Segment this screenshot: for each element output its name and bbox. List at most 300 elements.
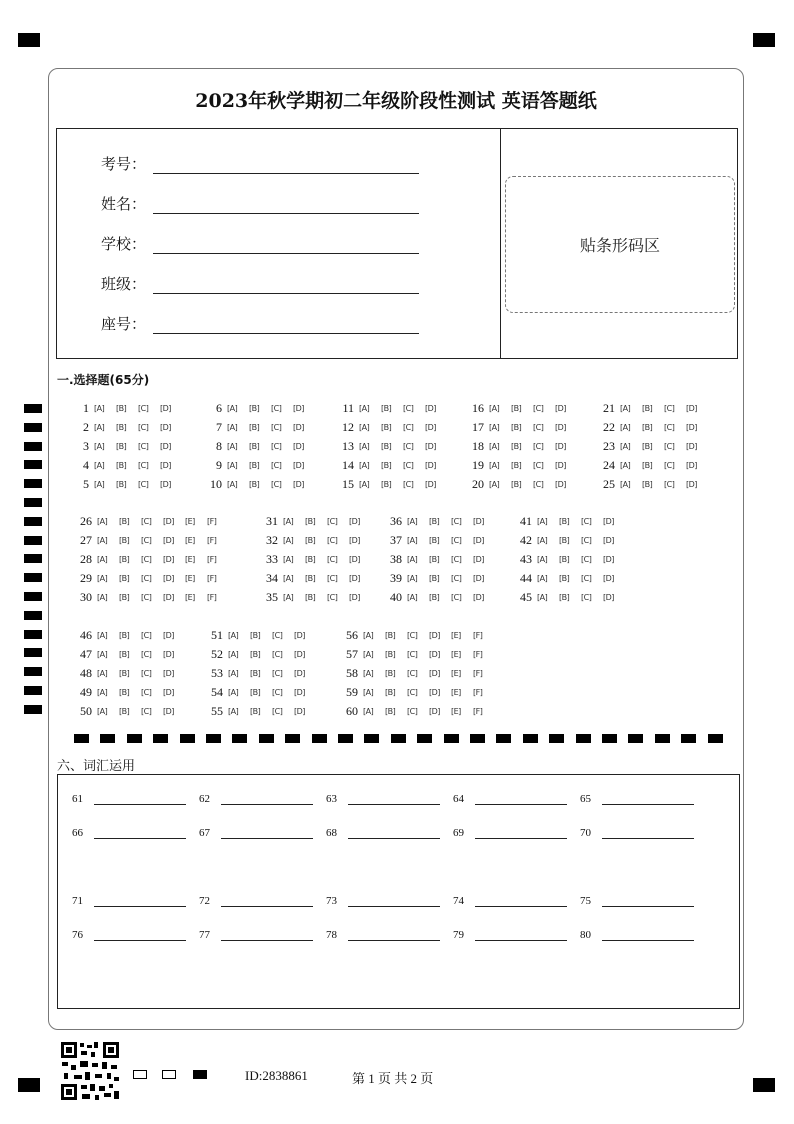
answer-bubble[interactable]: [C]	[407, 630, 418, 640]
answer-bubble[interactable]: [A]	[537, 516, 548, 526]
answer-bubble[interactable]: [F]	[473, 706, 483, 716]
answer-bubble[interactable]: [C]	[581, 573, 592, 583]
answer-bubble[interactable]: [A]	[363, 630, 374, 640]
answer-bubble[interactable]: [C]	[533, 422, 544, 432]
answer-bubble[interactable]: [C]	[141, 687, 152, 697]
answer-bubble[interactable]: [E]	[451, 706, 461, 716]
answer-bubble[interactable]: [A]	[94, 422, 105, 432]
answer-bubble[interactable]: [A]	[283, 554, 294, 564]
answer-bubble[interactable]: [D]	[425, 479, 436, 489]
exam-number-field[interactable]	[101, 153, 419, 174]
answer-bubble[interactable]: [A]	[94, 479, 105, 489]
answer-bubble[interactable]: [A]	[97, 592, 108, 602]
answer-bubble[interactable]: [C]	[403, 460, 414, 470]
answer-bubble[interactable]: [E]	[451, 649, 461, 659]
answer-bubble[interactable]: [D]	[163, 649, 174, 659]
answer-bubble[interactable]: [A]	[228, 706, 239, 716]
answer-bubble[interactable]: [A]	[407, 592, 418, 602]
answer-bubble[interactable]: [D]	[686, 479, 697, 489]
answer-bubble[interactable]: [F]	[473, 687, 483, 697]
answer-bubble[interactable]: [E]	[451, 630, 461, 640]
answer-bubble[interactable]: [A]	[97, 516, 108, 526]
answer-bubble[interactable]: [C]	[451, 554, 462, 564]
answer-bubble[interactable]: [C]	[327, 535, 338, 545]
answer-bubble[interactable]: [E]	[451, 668, 461, 678]
answer-bubble[interactable]: [B]	[249, 422, 260, 432]
answer-bubble[interactable]: [D]	[473, 516, 484, 526]
answer-bubble[interactable]: [B]	[116, 403, 127, 413]
answer-bubble[interactable]: [A]	[620, 403, 631, 413]
answer-bubble[interactable]: [D]	[603, 554, 614, 564]
answer-bubble[interactable]: [D]	[429, 649, 440, 659]
answer-bubble[interactable]: [D]	[160, 460, 171, 470]
vocabulary-item[interactable]	[72, 826, 186, 839]
answer-bubble[interactable]: [D]	[555, 479, 566, 489]
answer-bubble[interactable]: [E]	[185, 535, 195, 545]
vocabulary-item[interactable]	[72, 928, 186, 941]
answer-bubble[interactable]: [A]	[363, 668, 374, 678]
answer-bubble[interactable]: [C]	[271, 479, 282, 489]
vocabulary-item[interactable]	[453, 826, 567, 839]
answer-bubble[interactable]: [D]	[294, 630, 305, 640]
answer-bubble[interactable]: [C]	[664, 441, 675, 451]
answer-bubble[interactable]: [B]	[642, 460, 653, 470]
answer-bubble[interactable]: [B]	[381, 403, 392, 413]
school-field[interactable]	[101, 233, 419, 254]
answer-bubble[interactable]: [C]	[271, 441, 282, 451]
answer-bubble[interactable]: [A]	[97, 535, 108, 545]
answer-bubble[interactable]: [C]	[272, 668, 283, 678]
answer-bubble[interactable]: [C]	[327, 592, 338, 602]
answer-bubble[interactable]: [D]	[163, 516, 174, 526]
answer-bubble[interactable]: [A]	[228, 649, 239, 659]
answer-bubble[interactable]: [C]	[141, 535, 152, 545]
answer-bubble[interactable]: [B]	[249, 479, 260, 489]
answer-bubble[interactable]: [B]	[642, 479, 653, 489]
answer-bubble[interactable]: [C]	[451, 573, 462, 583]
answer-bubble[interactable]: [B]	[116, 460, 127, 470]
answer-bubble[interactable]: [E]	[185, 573, 195, 583]
vocabulary-item[interactable]	[453, 928, 567, 941]
answer-bubble[interactable]: [A]	[227, 422, 238, 432]
answer-bubble[interactable]: [B]	[381, 460, 392, 470]
answer-bubble[interactable]: [B]	[559, 535, 570, 545]
field-line[interactable]	[153, 157, 419, 174]
vocabulary-item[interactable]	[72, 894, 186, 907]
answer-bubble[interactable]: [C]	[664, 479, 675, 489]
answer-bubble[interactable]: [E]	[451, 687, 461, 697]
answer-bubble[interactable]: [A]	[363, 649, 374, 659]
answer-bubble[interactable]: [F]	[207, 516, 217, 526]
answer-bubble[interactable]: [C]	[403, 479, 414, 489]
answer-bubble[interactable]: [B]	[119, 535, 130, 545]
answer-bubble[interactable]: [D]	[555, 422, 566, 432]
vocabulary-item[interactable]	[199, 826, 313, 839]
vocabulary-item[interactable]	[326, 826, 440, 839]
answer-line[interactable]	[94, 894, 186, 907]
answer-bubble[interactable]: [C]	[664, 403, 675, 413]
answer-bubble[interactable]: [D]	[293, 441, 304, 451]
answer-bubble[interactable]: [B]	[385, 706, 396, 716]
answer-bubble[interactable]: [B]	[119, 649, 130, 659]
answer-bubble[interactable]: [D]	[163, 535, 174, 545]
answer-bubble[interactable]: [D]	[555, 441, 566, 451]
answer-bubble[interactable]: [A]	[489, 441, 500, 451]
answer-bubble[interactable]: [A]	[407, 573, 418, 583]
answer-bubble[interactable]: [A]	[407, 516, 418, 526]
answer-bubble[interactable]: [A]	[228, 668, 239, 678]
answer-bubble[interactable]: [A]	[537, 554, 548, 564]
answer-bubble[interactable]: [D]	[473, 592, 484, 602]
answer-line[interactable]	[475, 792, 567, 805]
answer-bubble[interactable]: [A]	[94, 403, 105, 413]
answer-bubble[interactable]: [D]	[294, 668, 305, 678]
answer-bubble[interactable]: [D]	[555, 403, 566, 413]
answer-bubble[interactable]: [C]	[138, 479, 149, 489]
answer-bubble[interactable]: [B]	[250, 706, 261, 716]
answer-line[interactable]	[221, 928, 313, 941]
answer-bubble[interactable]: [B]	[249, 403, 260, 413]
answer-bubble[interactable]: [A]	[363, 687, 374, 697]
answer-bubble[interactable]: [C]	[533, 403, 544, 413]
answer-bubble[interactable]: [A]	[359, 422, 370, 432]
answer-bubble[interactable]: [A]	[97, 668, 108, 678]
answer-bubble[interactable]: [C]	[141, 554, 152, 564]
answer-bubble[interactable]: [D]	[349, 573, 360, 583]
vocabulary-item[interactable]	[72, 792, 186, 805]
answer-bubble[interactable]: [C]	[271, 460, 282, 470]
answer-bubble[interactable]: [D]	[163, 573, 174, 583]
answer-bubble[interactable]: [D]	[473, 554, 484, 564]
answer-bubble[interactable]: [D]	[686, 403, 697, 413]
answer-line[interactable]	[221, 826, 313, 839]
answer-bubble[interactable]: [A]	[97, 706, 108, 716]
answer-bubble[interactable]: [D]	[160, 403, 171, 413]
name-field[interactable]	[101, 193, 419, 214]
answer-bubble[interactable]: [B]	[250, 687, 261, 697]
answer-bubble[interactable]: [F]	[207, 535, 217, 545]
answer-bubble[interactable]: [A]	[363, 706, 374, 716]
answer-bubble[interactable]: [A]	[97, 687, 108, 697]
answer-bubble[interactable]: [B]	[116, 479, 127, 489]
answer-bubble[interactable]: [D]	[294, 649, 305, 659]
answer-bubble[interactable]: [B]	[511, 441, 522, 451]
answer-bubble[interactable]: [A]	[97, 573, 108, 583]
answer-line[interactable]	[602, 792, 694, 805]
answer-bubble[interactable]: [C]	[581, 592, 592, 602]
answer-bubble[interactable]: [F]	[207, 573, 217, 583]
answer-bubble[interactable]: [A]	[537, 535, 548, 545]
answer-bubble[interactable]: [D]	[163, 630, 174, 640]
answer-bubble[interactable]: [A]	[228, 630, 239, 640]
answer-bubble[interactable]: [A]	[407, 535, 418, 545]
answer-bubble[interactable]: [B]	[305, 535, 316, 545]
answer-bubble[interactable]: [D]	[160, 479, 171, 489]
answer-line[interactable]	[348, 928, 440, 941]
answer-bubble[interactable]: [B]	[250, 668, 261, 678]
answer-bubble[interactable]: [C]	[407, 687, 418, 697]
answer-bubble[interactable]: [B]	[429, 554, 440, 564]
answer-bubble[interactable]: [A]	[359, 403, 370, 413]
answer-bubble[interactable]: [D]	[686, 460, 697, 470]
answer-bubble[interactable]: [A]	[227, 460, 238, 470]
answer-bubble[interactable]: [D]	[294, 687, 305, 697]
vocabulary-item[interactable]	[580, 928, 694, 941]
answer-bubble[interactable]: [F]	[473, 630, 483, 640]
answer-bubble[interactable]: [E]	[185, 592, 195, 602]
answer-bubble[interactable]: [C]	[272, 630, 283, 640]
answer-bubble[interactable]: [C]	[451, 592, 462, 602]
answer-bubble[interactable]: [B]	[119, 668, 130, 678]
answer-bubble[interactable]: [B]	[642, 403, 653, 413]
answer-bubble[interactable]: [A]	[283, 573, 294, 583]
answer-bubble[interactable]: [D]	[349, 554, 360, 564]
answer-bubble[interactable]: [C]	[451, 516, 462, 526]
answer-bubble[interactable]: [D]	[349, 535, 360, 545]
answer-bubble[interactable]: [D]	[425, 460, 436, 470]
answer-line[interactable]	[348, 826, 440, 839]
vocabulary-item[interactable]	[326, 928, 440, 941]
answer-bubble[interactable]: [B]	[429, 573, 440, 583]
answer-bubble[interactable]: [C]	[664, 422, 675, 432]
answer-bubble[interactable]: [A]	[620, 460, 631, 470]
answer-bubble[interactable]: [C]	[407, 649, 418, 659]
answer-bubble[interactable]: [D]	[686, 441, 697, 451]
answer-bubble[interactable]: [C]	[327, 554, 338, 564]
answer-bubble[interactable]: [D]	[555, 460, 566, 470]
answer-bubble[interactable]: [A]	[407, 554, 418, 564]
answer-bubble[interactable]: [A]	[94, 441, 105, 451]
answer-bubble[interactable]: [F]	[473, 668, 483, 678]
vocabulary-item[interactable]	[580, 894, 694, 907]
answer-line[interactable]	[221, 792, 313, 805]
answer-bubble[interactable]: [D]	[603, 516, 614, 526]
answer-bubble[interactable]: [C]	[407, 668, 418, 678]
answer-bubble[interactable]: [A]	[537, 573, 548, 583]
answer-bubble[interactable]: [B]	[305, 554, 316, 564]
seat-number-field[interactable]	[101, 313, 419, 334]
answer-bubble[interactable]: [C]	[327, 573, 338, 583]
answer-bubble[interactable]: [B]	[249, 441, 260, 451]
answer-bubble[interactable]: [D]	[293, 479, 304, 489]
answer-bubble[interactable]: [E]	[185, 554, 195, 564]
answer-line[interactable]	[475, 894, 567, 907]
answer-bubble[interactable]: [B]	[119, 516, 130, 526]
answer-bubble[interactable]: [B]	[511, 422, 522, 432]
vocabulary-item[interactable]	[580, 792, 694, 805]
answer-bubble[interactable]: [C]	[138, 422, 149, 432]
answer-bubble[interactable]: [A]	[283, 516, 294, 526]
answer-line[interactable]	[602, 928, 694, 941]
answer-bubble[interactable]: [C]	[141, 573, 152, 583]
answer-bubble[interactable]: [B]	[381, 441, 392, 451]
answer-bubble[interactable]: [C]	[141, 592, 152, 602]
answer-bubble[interactable]: [A]	[359, 479, 370, 489]
answer-bubble[interactable]: [B]	[559, 516, 570, 526]
answer-bubble[interactable]: [C]	[141, 649, 152, 659]
answer-bubble[interactable]: [D]	[425, 403, 436, 413]
answer-bubble[interactable]: [A]	[227, 479, 238, 489]
vocabulary-item[interactable]	[453, 894, 567, 907]
answer-bubble[interactable]: [C]	[138, 460, 149, 470]
answer-line[interactable]	[94, 826, 186, 839]
answer-line[interactable]	[348, 894, 440, 907]
answer-bubble[interactable]: [A]	[620, 422, 631, 432]
answer-bubble[interactable]: [B]	[511, 403, 522, 413]
vocabulary-item[interactable]	[199, 792, 313, 805]
answer-bubble[interactable]: [A]	[537, 592, 548, 602]
answer-bubble[interactable]: [C]	[533, 479, 544, 489]
answer-bubble[interactable]: [C]	[138, 441, 149, 451]
answer-line[interactable]	[602, 894, 694, 907]
answer-bubble[interactable]: [D]	[294, 706, 305, 716]
answer-bubble[interactable]: [B]	[305, 516, 316, 526]
answer-bubble[interactable]: [A]	[283, 592, 294, 602]
answer-bubble[interactable]: [D]	[293, 403, 304, 413]
answer-bubble[interactable]: [D]	[163, 706, 174, 716]
answer-bubble[interactable]: [D]	[163, 687, 174, 697]
answer-line[interactable]	[475, 826, 567, 839]
answer-bubble[interactable]: [B]	[250, 649, 261, 659]
answer-bubble[interactable]: [E]	[185, 516, 195, 526]
answer-bubble[interactable]: [B]	[429, 592, 440, 602]
answer-bubble[interactable]: [B]	[559, 592, 570, 602]
answer-bubble[interactable]: [B]	[249, 460, 260, 470]
answer-bubble[interactable]: [A]	[359, 441, 370, 451]
answer-bubble[interactable]: [C]	[141, 516, 152, 526]
answer-bubble[interactable]: [A]	[97, 649, 108, 659]
answer-bubble[interactable]: [B]	[381, 422, 392, 432]
answer-line[interactable]	[602, 826, 694, 839]
answer-bubble[interactable]: [C]	[271, 422, 282, 432]
answer-bubble[interactable]: [C]	[533, 441, 544, 451]
vocabulary-item[interactable]	[326, 894, 440, 907]
answer-bubble[interactable]: [B]	[305, 592, 316, 602]
field-line[interactable]	[153, 317, 419, 334]
answer-bubble[interactable]: [A]	[227, 403, 238, 413]
answer-bubble[interactable]: [D]	[429, 706, 440, 716]
answer-bubble[interactable]: [C]	[138, 403, 149, 413]
answer-bubble[interactable]: [C]	[533, 460, 544, 470]
answer-bubble[interactable]: [C]	[451, 535, 462, 545]
field-line[interactable]	[153, 237, 419, 254]
answer-bubble[interactable]: [A]	[94, 460, 105, 470]
answer-bubble[interactable]: [C]	[272, 649, 283, 659]
answer-bubble[interactable]: [D]	[163, 554, 174, 564]
vocabulary-item[interactable]	[199, 894, 313, 907]
vocabulary-item[interactable]	[580, 826, 694, 839]
answer-line[interactable]	[94, 928, 186, 941]
answer-bubble[interactable]: [B]	[511, 479, 522, 489]
answer-bubble[interactable]: [A]	[489, 422, 500, 432]
vocabulary-item[interactable]	[199, 928, 313, 941]
class-field[interactable]	[101, 273, 419, 294]
answer-bubble[interactable]: [D]	[425, 441, 436, 451]
answer-bubble[interactable]: [B]	[385, 630, 396, 640]
answer-bubble[interactable]: [C]	[581, 516, 592, 526]
answer-bubble[interactable]: [B]	[119, 573, 130, 583]
answer-bubble[interactable]: [C]	[271, 403, 282, 413]
answer-bubble[interactable]: [B]	[119, 554, 130, 564]
answer-bubble[interactable]: [C]	[327, 516, 338, 526]
answer-bubble[interactable]: [B]	[119, 592, 130, 602]
answer-bubble[interactable]: [D]	[349, 592, 360, 602]
answer-bubble[interactable]: [C]	[272, 706, 283, 716]
answer-bubble[interactable]: [D]	[429, 687, 440, 697]
answer-bubble[interactable]: [D]	[603, 535, 614, 545]
answer-bubble[interactable]: [B]	[119, 687, 130, 697]
answer-bubble[interactable]: [C]	[141, 630, 152, 640]
answer-bubble[interactable]: [B]	[381, 479, 392, 489]
answer-bubble[interactable]: [B]	[250, 630, 261, 640]
answer-bubble[interactable]: [D]	[163, 592, 174, 602]
answer-bubble[interactable]: [C]	[272, 687, 283, 697]
answer-bubble[interactable]: [D]	[473, 535, 484, 545]
answer-bubble[interactable]: [C]	[403, 441, 414, 451]
answer-bubble[interactable]: [B]	[429, 516, 440, 526]
answer-bubble[interactable]: [B]	[642, 422, 653, 432]
answer-bubble[interactable]: [B]	[385, 668, 396, 678]
field-line[interactable]	[153, 277, 419, 294]
answer-bubble[interactable]: [D]	[686, 422, 697, 432]
answer-line[interactable]	[221, 894, 313, 907]
answer-bubble[interactable]: [D]	[429, 668, 440, 678]
answer-bubble[interactable]: [A]	[489, 460, 500, 470]
answer-bubble[interactable]: [C]	[141, 668, 152, 678]
answer-bubble[interactable]: [B]	[511, 460, 522, 470]
answer-bubble[interactable]: [D]	[603, 573, 614, 583]
answer-bubble[interactable]: [A]	[489, 479, 500, 489]
answer-bubble[interactable]: [B]	[119, 630, 130, 640]
answer-bubble[interactable]: [B]	[119, 706, 130, 716]
answer-bubble[interactable]: [D]	[160, 441, 171, 451]
answer-bubble[interactable]: [D]	[429, 630, 440, 640]
field-line[interactable]	[153, 197, 419, 214]
answer-line[interactable]	[94, 792, 186, 805]
answer-bubble[interactable]: [B]	[385, 687, 396, 697]
answer-bubble[interactable]: [D]	[293, 460, 304, 470]
answer-bubble[interactable]: [A]	[227, 441, 238, 451]
answer-bubble[interactable]: [A]	[620, 441, 631, 451]
answer-bubble[interactable]: [D]	[349, 516, 360, 526]
answer-bubble[interactable]: [C]	[403, 403, 414, 413]
answer-bubble[interactable]: [C]	[407, 706, 418, 716]
answer-bubble[interactable]: [A]	[228, 687, 239, 697]
answer-line[interactable]	[475, 928, 567, 941]
answer-bubble[interactable]: [B]	[559, 554, 570, 564]
answer-bubble[interactable]: [D]	[425, 422, 436, 432]
answer-bubble[interactable]: [F]	[207, 592, 217, 602]
answer-bubble[interactable]: [A]	[97, 554, 108, 564]
answer-bubble[interactable]: [B]	[559, 573, 570, 583]
answer-bubble[interactable]: [F]	[473, 649, 483, 659]
answer-bubble[interactable]: [D]	[163, 668, 174, 678]
answer-bubble[interactable]: [B]	[385, 649, 396, 659]
answer-bubble[interactable]: [C]	[581, 554, 592, 564]
answer-bubble[interactable]: [B]	[305, 573, 316, 583]
answer-bubble[interactable]: [B]	[116, 441, 127, 451]
answer-bubble[interactable]: [B]	[116, 422, 127, 432]
answer-bubble[interactable]: [A]	[620, 479, 631, 489]
answer-bubble[interactable]: [A]	[283, 535, 294, 545]
answer-bubble[interactable]: [D]	[160, 422, 171, 432]
vocabulary-item[interactable]	[453, 792, 567, 805]
answer-bubble[interactable]: [C]	[664, 460, 675, 470]
answer-bubble[interactable]: [C]	[403, 422, 414, 432]
answer-bubble[interactable]: [A]	[359, 460, 370, 470]
answer-bubble[interactable]: [B]	[429, 535, 440, 545]
answer-bubble[interactable]: [C]	[141, 706, 152, 716]
